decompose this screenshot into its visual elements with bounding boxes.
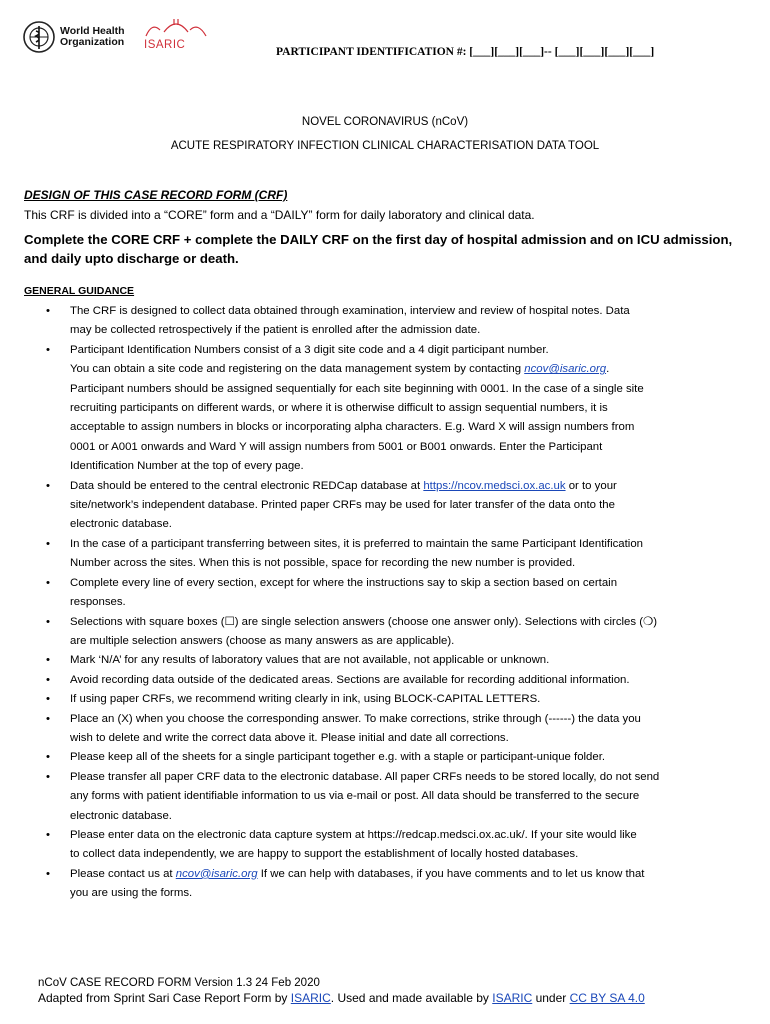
guidance-text: In the case of a participant transferring between sites, it is preferred to maintain the same Participant Identification (70, 537, 643, 550)
redcap-link[interactable]: https://ncov.medsci.ox.ac.uk (423, 479, 566, 492)
guidance-text (70, 865, 746, 884)
list-item (24, 748, 746, 767)
guidance-text: responses. (70, 596, 126, 609)
guidance-text: to collect data independently, we are happy to support the establishment of locally hosted databases. (70, 848, 579, 861)
list-item (24, 671, 746, 690)
bullet-icon: • (46, 537, 50, 550)
bullet-icon: • (46, 867, 50, 880)
guidance-text-part: Data should be entered to the central electronic REDCap database at (70, 479, 424, 492)
guidance-text: Please transfer all paper CRF data to the electronic database. All paper CRFs needs to be stored locally, do not send (70, 770, 660, 783)
guidance-text: Place an (X) when you choose the corresponding answer. To make corrections, strike through (------) the data you (70, 712, 641, 725)
isaric-link[interactable]: ISARIC (492, 991, 533, 1005)
guidance-text: Please enter data on the electronic data capture system at https://redcap.medsci.ox.ac.uk/. If your site would like (70, 828, 637, 841)
title-line1: NOVEL CORONAVIRUS (nCoV) (301, 116, 469, 128)
guidance-heading: GENERAL GUIDANCE (24, 285, 135, 297)
guidance-text-part: You can obtain a site code and registering on the data management system by contacting (70, 363, 525, 376)
who-name-line2: Organization (60, 36, 125, 48)
email-link[interactable]: ncov@isaric.org (524, 363, 607, 376)
footer-text: Adapted from Sprint Sari Case Report Form by (38, 991, 291, 1005)
guidance-text: 0001 or A001 onwards and Ward Y will assign numbers from 5001 or B001 onwards. Enter the Participant (70, 440, 603, 453)
footer-version: nCoV CASE RECORD FORM Version 1.3 24 Feb 2020 (38, 977, 320, 989)
participant-id-field[interactable]: PARTICIPANT IDENTIFICATION #: [___][___][___]-- [___][___][___][___] (276, 46, 655, 58)
isaric-logo (142, 16, 212, 51)
bullet-icon: • (46, 343, 50, 356)
guidance-text-part: Please contact us at (70, 867, 176, 880)
guidance-text: Complete every line of every section, except for where the instructions say to skip a section based on certain (70, 576, 618, 589)
footer-attribution (38, 991, 645, 1006)
bullet-icon: • (46, 479, 50, 492)
list-item (24, 865, 746, 904)
list-item (24, 477, 746, 535)
list-item (24, 341, 746, 477)
guidance-text: electronic database. (70, 518, 172, 531)
bullet-icon: • (46, 693, 50, 706)
design-instruction-line2: and daily upto discharge or death. (24, 250, 239, 266)
guidance-text: acceptable to assign numbers in blocks or incorporating alpha characters. E.g. Ward X will assign numbers from (70, 421, 635, 434)
design-heading: DESIGN OF THIS CASE RECORD FORM (CRF) (24, 188, 288, 202)
guidance-text: Participant Identification Numbers consist of a 3 digit site code and a 4 digit participant number. (70, 343, 549, 356)
guidance-text: wish to delete and write the correct data above it. Please initial and date all corrections. (70, 731, 509, 744)
list-item (24, 651, 746, 670)
guidance-text: Mark ‘N/A’ for any results of laboratory values that are not available, not applicable or unknown. (70, 654, 550, 667)
list-item (24, 690, 746, 709)
who-logo (22, 20, 125, 54)
bullet-icon: • (46, 828, 50, 841)
isaric-arcs-icon (142, 16, 210, 38)
guidance-text: Avoid recording data outside of the dedicated areas. Sections are available for recording additional information. (70, 673, 630, 686)
bullet-icon: • (46, 615, 50, 628)
guidance-text (70, 477, 746, 496)
who-name-line1: World Health (60, 25, 125, 37)
guidance-text-part: . (606, 363, 610, 376)
list-item (24, 302, 746, 341)
bullet-icon: • (46, 751, 50, 764)
design-instruction-line1: Complete the CORE CRF + complete the DAILY CRF on the first day of hospital admission and on ICU admission, (24, 232, 733, 247)
guidance-text-part: If we can help with databases, if you have comments and to let us know that (257, 867, 645, 880)
email-link[interactable]: ncov@isaric.org (175, 867, 258, 880)
guidance-text: any forms with patient identifiable information to us via e-mail or post. All data should be transferred to the secure (70, 790, 640, 803)
bullet-icon: • (46, 654, 50, 667)
footer-text: . Used and made available by (330, 991, 493, 1005)
who-emblem-icon (22, 20, 56, 54)
design-intro: This CRF is divided into a “CORE” form and a “DAILY” form for daily laboratory and clinical data. (24, 208, 535, 222)
list-item (24, 574, 746, 613)
bullet-icon: • (46, 770, 50, 783)
guidance-text (70, 360, 746, 379)
guidance-text: site/network’s independent database. Printed paper CRFs may be used for later transfer of the data onto the (70, 499, 615, 512)
guidance-text: Selections with square boxes (☐) are single selection answers (choose one answer only). Selections with circles (❍) (70, 615, 658, 628)
guidance-text: may be collected retrospectively if the patient is enrolled after the admission date. (70, 324, 481, 337)
list-item (24, 826, 746, 865)
license-link[interactable]: CC BY SA 4.0 (569, 991, 645, 1005)
guidance-text: If using paper CRFs, we recommend writing clearly in ink, using BLOCK-CAPITAL LETTERS. (70, 693, 541, 706)
isaric-link[interactable]: ISARIC (290, 991, 331, 1005)
guidance-text-part: or to your (565, 479, 617, 492)
list-item (24, 710, 746, 749)
guidance-text: are multiple selection answers (choose as many answers as are applicable). (70, 634, 455, 647)
footer (38, 976, 645, 1006)
bullet-icon: • (46, 576, 50, 589)
bullet-icon: • (46, 673, 50, 686)
footer-text: under (532, 991, 570, 1005)
guidance-text: Identification Number at the top of every page. (70, 460, 304, 473)
guidance-list (24, 302, 746, 904)
bullet-icon: • (46, 305, 50, 317)
guidance-text: The CRF is designed to collect data obtained through examination, interview and review of hospital notes. Data (70, 305, 630, 317)
guidance-text: you are using the forms. (70, 887, 193, 900)
bullet-icon: • (46, 712, 50, 725)
guidance-text: Participant numbers should be assigned sequentially for each site beginning with 0001. In the case of a single site (70, 382, 644, 395)
list-item (24, 535, 746, 574)
isaric-logo-text: ISARIC (144, 39, 186, 51)
list-item (24, 613, 746, 652)
guidance-text: Please keep all of the sheets for a single participant together e.g. with a staple or participant-unique folder. (70, 751, 606, 764)
list-item (24, 768, 746, 826)
guidance-text: electronic database. (70, 809, 172, 822)
title-line2: ACUTE RESPIRATORY INFECTION CLINICAL CHARACTERISATION DATA TOOL (170, 140, 600, 152)
guidance-text: recruiting participants on different wards, or where it is otherwise difficult to assign sequential numbers, it is (70, 402, 608, 415)
design-instruction (24, 231, 746, 268)
guidance-text: Number across the sites. When this is not possible, space for recording the new number is provided. (70, 557, 576, 570)
